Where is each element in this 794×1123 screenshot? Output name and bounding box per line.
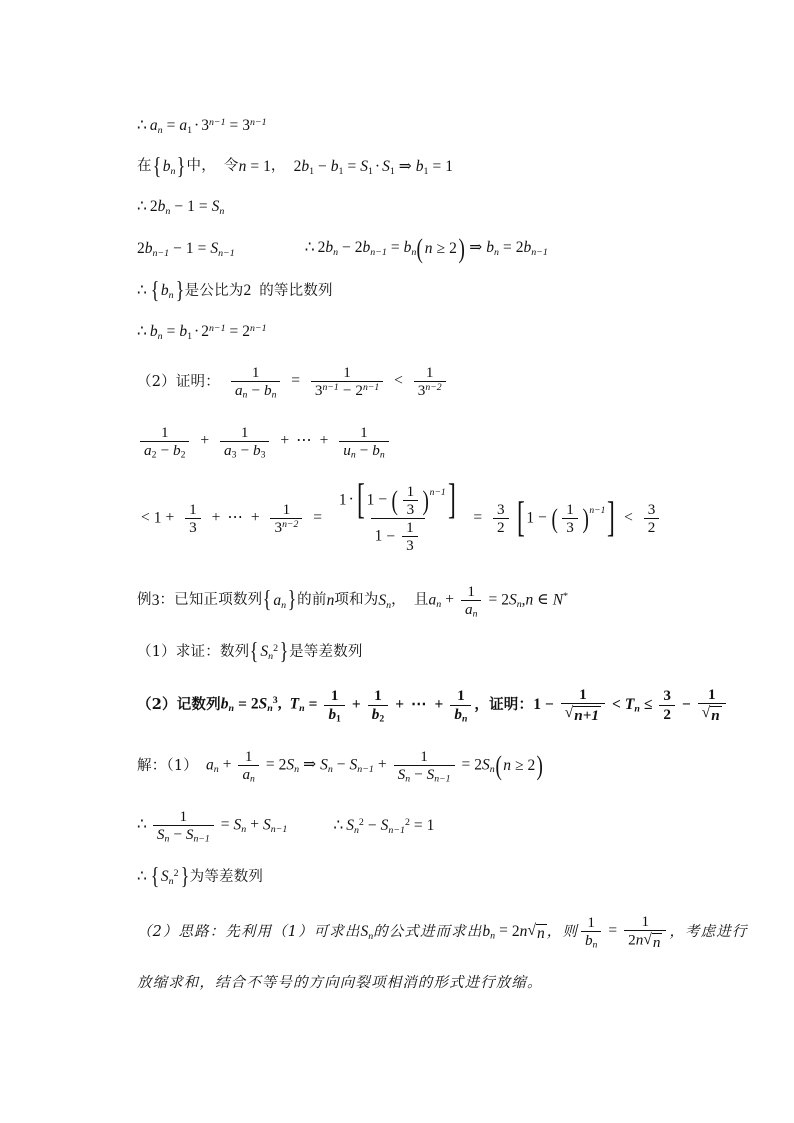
therefore-symbol: ∴	[137, 282, 147, 300]
therefore-symbol: ∴	[333, 816, 344, 834]
math-expression: $\frac{1}{b_n}$ = 1 2n √ n	[578, 914, 669, 950]
math-expression: $b_n = 2S_n^3$, $T_n$ = $\frac{1}{b_1}$ + $\frac{1}{b_2}$ + ⋯ + $\frac{1}{b_n}$	[221, 688, 475, 721]
math-expression: ∴ $S_n^2 - S_{n-1}^2 = 1$	[333, 816, 435, 836]
cn-text: 中，	[186, 158, 216, 175]
equation-line-geometric-series-bound	[137, 476, 677, 555]
part2-approach-cont	[137, 976, 677, 991]
cn-text: 先利用（1）可求出	[225, 923, 361, 940]
example-3-statement	[137, 582, 677, 620]
square-root: √ n	[643, 930, 661, 951]
fraction: $\frac{1}{3^{n-1} - 2^{n-1}}$	[311, 365, 383, 398]
cn-text: ：	[159, 592, 175, 609]
square-bracket-group: [ 1 − ( $\frac{1}{3}$ ) $^{n-1}$ ]	[356, 476, 456, 524]
fraction: $\frac{1}{a_n}$	[461, 584, 481, 617]
therefore-symbol: ∴	[137, 117, 147, 134]
math-expression: $a_n$ + $\frac{1}{a_n}$ = $2S_n,n$ ∈ N*	[428, 582, 569, 620]
math-expression: ∴ $2b_n - 2b_{n-1} = b_n$ ( n ≥ 2 ) ⇒ $b_n = 2b_{n-1}$	[304, 233, 548, 264]
math-expression: $2b_{n-1} - 1 = S_{n-1}$	[137, 239, 235, 259]
math-expression: $\frac{1}{a_n - b_n}$ = $\frac{1}{3^{n-1} - 2^{n-1}}$ < $\frac{1}{3^{n-2}}$	[228, 365, 449, 398]
fraction-denominator: 1 − $\frac{1}{3}$	[371, 518, 425, 553]
cn-text: 考虑进行	[685, 923, 748, 940]
fraction: $\frac{1}{b_n}$	[581, 915, 601, 948]
part-label: （2）证明：	[137, 373, 220, 390]
compound-fraction	[335, 476, 461, 555]
fraction: $\frac{1}{a_3 - b_3}$	[220, 425, 269, 458]
cn-text: 放缩求和，结合不等号的方向向裂项相消的形式进行放缩。	[137, 975, 543, 992]
brace-group: { $b_n$ }	[150, 275, 184, 304]
fraction: $\frac{1}{3^{n-2}}$	[414, 365, 446, 398]
math-expression: ∴ $\frac{1}{S_n - S_{n-1}}$ = $S_n + S_{n-1}$	[137, 807, 288, 845]
fraction: $\frac{3}{2}$	[659, 688, 675, 721]
part-label: （2）记数列	[137, 695, 221, 713]
paren-group: ( n ≥ 2 )	[495, 750, 544, 781]
equation-line-an-formula	[137, 118, 677, 134]
cn-text: 且	[413, 592, 429, 609]
solution-part1	[137, 748, 677, 786]
ratio-value: 2	[243, 282, 252, 300]
math-expression: ∴ $a_n = a_1 \cdot 3^{n-1} = 3^{n-1}$	[137, 116, 267, 136]
cn-comma: ，	[669, 923, 686, 940]
cn-text: 的公式进而求出	[373, 923, 483, 940]
math-expression: ∴ $b_n = b_1 \cdot 2^{n-1} = 2^{n-1}$	[137, 322, 267, 342]
equation-line-bn-initial	[137, 151, 677, 180]
fraction: $\frac{1}{b_2}$	[368, 688, 388, 721]
equation-line-part2-proof-start	[137, 364, 677, 402]
cn-text: 为等差数列	[189, 868, 264, 885]
cn-text: 的等比数列	[259, 282, 333, 299]
square-root: √ n	[701, 704, 720, 724]
fraction: $\frac{1}{3}$	[562, 502, 578, 535]
fraction: $\frac{3}{2}$	[644, 502, 660, 535]
fraction: $\frac{1}{a_n}$	[238, 749, 258, 782]
fraction: $\frac{1}{a_2 - b_2}$	[140, 425, 189, 458]
math-expression: 1 − 1 √ n+1 < $T_n$ ≤ $\frac{3}{2}$ − 1 √ n	[533, 687, 729, 723]
arithmetic-conclusion	[137, 862, 677, 890]
fraction: 1 √ n	[698, 687, 726, 723]
brace-group: { $b_n$ }	[152, 151, 186, 180]
fraction: 1 √ n+1	[561, 687, 605, 723]
math-expression: $a_n$ + $\frac{1}{a_n}$ = $2S_n$ ⇒ $S_n - S_{n-1}$ + $\frac{1}{S_n - S_{n-1}}$ = $2S_n$ ( n ≥ 2 )	[205, 748, 544, 786]
fraction-numerator: 1 · [ 1 − ( $\frac{1}{3}$ ) $^{n-1}$ ]	[338, 476, 456, 524]
part-label: （2）思路：	[137, 923, 226, 940]
equation-line-geometric-conclusion	[137, 275, 677, 304]
part-label: （1）求证：	[137, 643, 220, 660]
math-var: n	[326, 591, 335, 609]
fraction: 1 2n √ n	[624, 914, 666, 950]
square-bracket-group: [ 1 − ( $\frac{1}{3}$ ) $^{n-1}$ ]	[516, 494, 616, 542]
math-expression: n = 1	[238, 157, 271, 175]
paren-group: ( $\frac{1}{3}$ )	[551, 501, 589, 537]
equation-line-recurrence-n-1	[137, 233, 677, 264]
document-content	[137, 116, 748, 992]
math-expression: $S_n$	[378, 591, 392, 611]
math-expression: $2b_1 - b_1 = S_1 \cdot S_1$ ⇒ $b_1 = 1$	[293, 157, 453, 177]
brace-group: { $S_n^2$ }	[250, 637, 289, 665]
fraction: $\frac{1}{b_1}$	[324, 688, 344, 721]
equation-line-bn-closed-form	[137, 324, 677, 340]
fraction: $\frac{1}{3}$	[402, 520, 418, 553]
part1-prompt	[137, 637, 677, 665]
cn-text: 的前	[297, 592, 327, 609]
exponent: n−1	[589, 505, 606, 517]
cn-comma: ，	[474, 695, 490, 713]
therefore-symbol: ∴	[137, 815, 147, 833]
fraction: $\frac{1}{3}$	[403, 484, 419, 517]
math-expression: ∴ $2b_n - 1 = S_n$	[137, 198, 225, 218]
fraction: $\frac{3}{2}$	[493, 502, 509, 535]
brace-group: { $a_n$ }	[263, 585, 297, 614]
solution-label: 解：（1）	[137, 757, 198, 774]
paren-group: ( $\frac{1}{3}$ )	[391, 482, 430, 519]
example-title: 例	[137, 592, 152, 609]
square-root: √ n	[527, 921, 545, 942]
example-number: 3	[151, 591, 160, 609]
cn-comma: ，	[391, 592, 406, 609]
therefore-symbol: ∴	[137, 868, 147, 886]
fraction: $\frac{1}{u_n - b_n}$	[339, 425, 388, 458]
fraction: $\frac{1}{S_n - S_{n-1}}$	[153, 809, 214, 842]
part2-approach	[137, 912, 748, 952]
difference-identity	[137, 807, 677, 845]
ellipsis: ⋯	[227, 509, 244, 527]
fraction: $\frac{1}{3^{n-2}}$	[270, 502, 302, 535]
ellipsis: ⋯	[296, 431, 313, 449]
cn-text: 令	[223, 158, 239, 175]
cn-text: 则	[562, 923, 578, 940]
cn-comma: ，	[270, 158, 286, 175]
math-expression: $b_n = 2n$ √ n	[482, 921, 545, 942]
cn-text: 在	[137, 158, 152, 175]
fraction: $\frac{1}{a_n - b_n}$	[231, 365, 280, 398]
cn-text: 已知正项数列	[174, 592, 263, 609]
brace-group: { $S_n^2$ }	[150, 862, 189, 890]
cn-text: 是公比为	[184, 282, 244, 299]
math-expression: $S_n$	[360, 923, 374, 942]
therefore-symbol: ∴	[304, 238, 315, 256]
paren-group: ( n ≥ 2 )	[416, 233, 465, 264]
square-root: √ n+1	[564, 704, 599, 724]
cn-comma: ，	[546, 923, 563, 940]
therefore-symbol: ∴	[137, 198, 147, 216]
cn-text: 是等差数列	[289, 643, 363, 660]
cn-text: 项和为	[334, 592, 379, 609]
cn-text: 证明：	[489, 695, 534, 713]
math-expression: < 1 + $\frac{1}{3}$ + ⋯ + $\frac{1}{3^{n-2}}$ = 1 · [ 1 − ( $\frac{1}{3}$ ) $^{n-1}$ ] 1 − $\frac{1}{3}$ = $\frac{3}{2}$ [ 1 − ( $\frac{1}{3}$ ) $^{n-1}$ ] < $\frac{3}{2}$	[137, 484, 662, 554]
therefore-symbol: ∴	[137, 322, 147, 340]
math-expression: $\frac{1}{a_2 - b_2}$ + $\frac{1}{a_3 - b_3}$ + ⋯ + $\frac{1}{u_n - b_n}$	[137, 425, 392, 458]
fraction: $\frac{1}{S_n - S_{n-1}}$	[394, 749, 455, 782]
fraction: $\frac{1}{3}$	[185, 502, 201, 535]
cn-text: 数列	[219, 643, 250, 660]
equation-line-series-sum	[137, 423, 677, 461]
part2-prompt-bold	[137, 685, 720, 725]
fraction: $\frac{1}{b_n}$	[450, 688, 471, 721]
equation-line-recurrence-n	[137, 198, 677, 218]
exponent: n−1	[429, 487, 446, 499]
